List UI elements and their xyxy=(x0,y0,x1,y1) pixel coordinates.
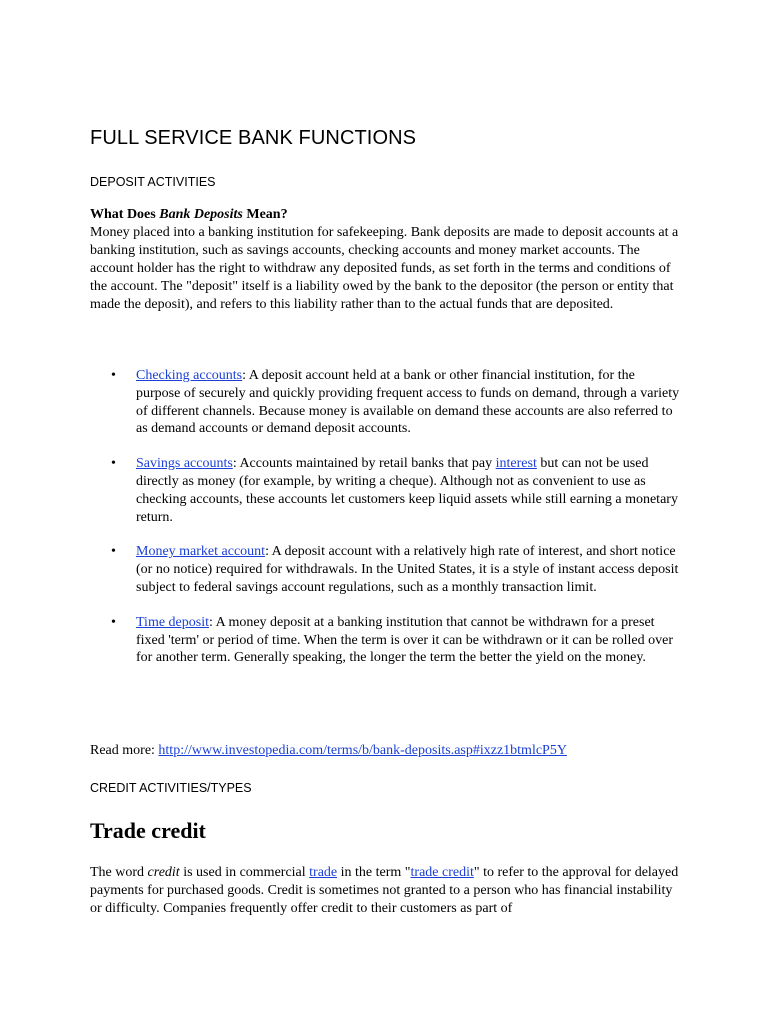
list-item-money-market xyxy=(90,543,680,596)
deposit-section-label: DEPOSIT ACTIVITIES xyxy=(90,175,216,189)
time-deposit-text: : A money deposit at a banking institution that cannot be withdrawn for a preset fixed 'term' or period of time. When the term is over it can be withdrawn or it can be rolled over for another term. Generally speaking, the longer the term the better the yield on the money. xyxy=(136,614,673,666)
list-item-checking xyxy=(90,367,680,438)
intro-block xyxy=(90,206,680,314)
intro-body: Money placed into a banking institution for safekeeping. Bank deposits are made to deposit accounts at a banking institution, such as savings accounts, checking accounts and money market accounts. The account holder has the right to withdraw any deposited funds, as set forth in the terms and conditions of the account. The "deposit" itself is a liability owed by the bank to the depositor (the person or entity that made the deposit), and refers to this liability rather than to the actual funds that are deposited. xyxy=(90,225,679,312)
credit-emphasis: credit xyxy=(147,865,180,880)
list-item-savings xyxy=(90,455,680,526)
read-more-line xyxy=(90,743,567,759)
read-more-label: Read more: xyxy=(90,743,159,758)
time-deposit-link[interactable]: Time deposit xyxy=(136,614,209,630)
deposit-types-list xyxy=(90,367,680,684)
interest-link[interactable]: interest xyxy=(495,456,537,472)
read-more-url-link[interactable]: http://www.investopedia.com/terms/b/bank-deposits.asp#ixzz1btmlcP5Y xyxy=(158,743,567,758)
trade-text-2: is used in commercial xyxy=(179,865,310,880)
document-title: FULL SERVICE BANK FUNCTIONS xyxy=(90,127,417,149)
intro-question xyxy=(90,206,680,224)
checking-accounts-link[interactable]: Checking accounts xyxy=(136,368,243,383)
money-market-account-link[interactable]: Money market account xyxy=(136,544,266,560)
trade-credit-link[interactable]: trade credit xyxy=(410,865,474,880)
question-emphasis: Bank Deposits xyxy=(159,207,243,222)
trade-text-3: in the term " xyxy=(337,865,411,880)
trade-link[interactable]: trade xyxy=(309,865,338,880)
savings-accounts-text: but can not be used directly as money (for example, by writing a cheque). Although not as convenient to use as checking accounts, these accounts let customers keep liquid assets while still earning a monetary return. xyxy=(136,456,678,525)
trade-text-1: The word xyxy=(90,865,148,880)
credit-section-label: CREDIT ACTIVITIES/TYPES xyxy=(90,781,252,795)
question-prefix: What Does xyxy=(90,207,160,222)
bullet-dot-icon: • xyxy=(111,368,116,383)
trade-credit-paragraph xyxy=(90,864,680,918)
bullet-dot-icon: • xyxy=(111,456,116,472)
question-suffix: Mean? xyxy=(242,207,288,222)
trade-text-4: " to refer to the approval for delayed payments for purchased goods. Credit is sometimes not granted to a person who has financial instability or difficulty. Companies frequently offer credit to their customers as part of xyxy=(90,865,679,916)
checking-accounts-text: : A deposit account held at a bank or other financial institution, for the purpose of securely and quickly providing frequent access to funds on demand, through a variety of different channels. Because money is available on demand these accounts are also referred to as demand accounts or demand deposit accounts. xyxy=(136,368,680,437)
list-item-time-deposit xyxy=(90,614,680,667)
trade-credit-heading: Trade credit xyxy=(90,818,206,843)
savings-accounts-link[interactable]: Savings accounts xyxy=(136,456,233,472)
money-market-account-text: : A deposit account with a relatively high rate of interest, and short notice (or no notice) required for withdrawals. In the United States, it is a style of instant access deposit subject to federal savings account regulations, such as a monthly transaction limit. xyxy=(136,544,679,595)
savings-accounts-text-before: : Accounts maintained by retail banks that pay xyxy=(232,456,496,472)
bullet-dot-icon: • xyxy=(111,544,116,560)
bullet-dot-icon: • xyxy=(111,614,116,630)
